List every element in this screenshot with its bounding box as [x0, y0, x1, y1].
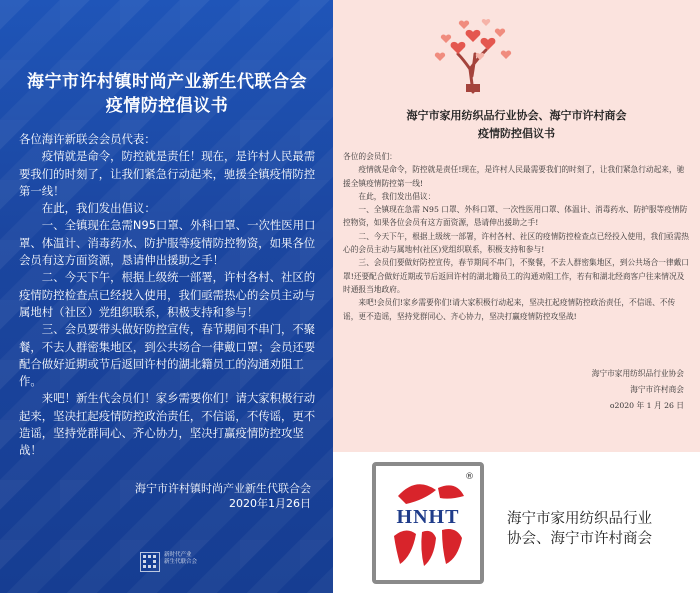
hnht-logo-text: HNHT	[396, 506, 460, 528]
right-document-subtitle: 疫情防控倡议书	[478, 127, 555, 140]
left-paragraph: 疫情就是命令，防控就是责任！现在，是许村人民最需要我们的时刻了，让我们紧急行动起来，驰援全镇疫情防控第一线！	[19, 149, 316, 198]
left-association-logo	[140, 550, 202, 576]
heart-tree-icon	[428, 14, 518, 94]
left-document-title	[12, 70, 322, 118]
hnht-logo	[372, 462, 484, 584]
right-paragraph: 疫情就是命令，防控就是责任!现在，是许村人民最需要我们的时刻了，让我们紧急行动起来，驰援全镇疫情防控第一线!	[343, 165, 685, 188]
right-paragraph: 一、全镇现在急需 N95 口罩、外科口罩、一次性医用口罩、体温计、消毒药水、防护服等疫情防控物资，如果各位会员有这方面资源，恳请伸出援助之手!	[343, 205, 688, 228]
left-logo-text-line1: 新时代产业	[164, 552, 192, 558]
right-paragraph: 二、今天下午，根据上级统一部署，许村各村、社区的疫情防控检查点已经投入使用，我们亟需热心的会员主动与属地村(社区)党组织联系，积极支持和参与!	[343, 231, 689, 255]
right-paragraph: 三、会员们要做好防控宣传，春节期间不串门，不聚餐，不去人群密集地区，到公共场合一律戴口罩!还要配合做好近期或节后返回许村的湖北籍员工的沟通劝阻工作，若有和湖北经商客户往来情况及时通报当地政府。	[343, 258, 689, 294]
right-document-title: 海宁市家用纺织品行业协会、海宁市许村商会	[406, 109, 627, 122]
left-paragraph: 在此，我们发出倡议：	[41, 201, 156, 216]
left-title-line1: 海宁市许村镇时尚产业新生代联合会	[27, 72, 307, 92]
right-signature-org1: 海宁市家用纺织品行业协会	[591, 369, 684, 378]
bottom-org-line1: 海宁市家用纺织品行业	[507, 511, 652, 527]
registered-mark: ®	[465, 472, 474, 482]
right-paragraph: 来吧!会员们!家乡需要你们!请大家积极行动起来，坚决扛起疫情防控政治责任，不信谣、不传谣，更不造谣，坚持党群同心、齐心协力，坚决打赢疫情防控攻坚战!	[343, 298, 676, 321]
left-signature-org: 海宁市许村镇时尚产业新生代联合会	[135, 482, 311, 495]
left-paragraph: 二、今天下午，根据上级统一部署，许村各村、社区的疫情防控检查点已经投入使用，我们亟需热心的会员主动与属地村（社区）党组织联系，积极支持和参与！	[19, 270, 316, 319]
left-paragraph: 一、全镇现在急需N95口罩、外科口罩、一次性医用口罩、体温计、消毒药水、防护服等疫情防控物资，如果各位会员有这方面资源，恳请伸出援助之手！	[19, 218, 316, 268]
left-paragraph: 三、会员要带头做好防控宣传，春节期间不串门，不聚餐，不去人群密集地区，到公共场合一律戴口罩；会员还要配合做好近期或节后返回许村的湖北籍员工的沟通劝阻工作。	[19, 322, 316, 389]
left-title-line2: 疫情防控倡议书	[105, 96, 229, 116]
right-document-body	[343, 150, 690, 323]
right-signature-org2: 海宁市许村商会	[630, 385, 684, 394]
right-paragraph: 在此，我们发出倡议：	[358, 191, 436, 201]
bottom-org-line2: 协会、海宁市许村商会	[507, 531, 652, 547]
left-signature-date: 2020年1月26日	[229, 497, 311, 510]
left-logo-text	[164, 552, 197, 566]
bottom-org-name	[507, 509, 687, 549]
left-salutation: 各位海许新联会会员代表：	[19, 132, 156, 146]
left-logo-text-line2: 新生代联合会	[164, 559, 198, 565]
right-salutation: 各位的会员们：	[343, 152, 397, 161]
left-document-body	[19, 131, 319, 460]
left-signature	[135, 481, 311, 511]
right-signature	[592, 366, 684, 414]
left-document-panel	[0, 0, 333, 593]
right-signature-date: o2020 年 1 月 26 日	[609, 401, 684, 410]
logo-grid-icon	[140, 552, 160, 572]
left-paragraph: 来吧！新生代会员们！家乡需要你们！请大家积极行动起来，坚决扛起疫情防控政治责任，不信谣，不传谣，更不造谣，坚持党群同心、齐心协力，坚决打赢疫情防控攻坚战！	[19, 391, 316, 458]
